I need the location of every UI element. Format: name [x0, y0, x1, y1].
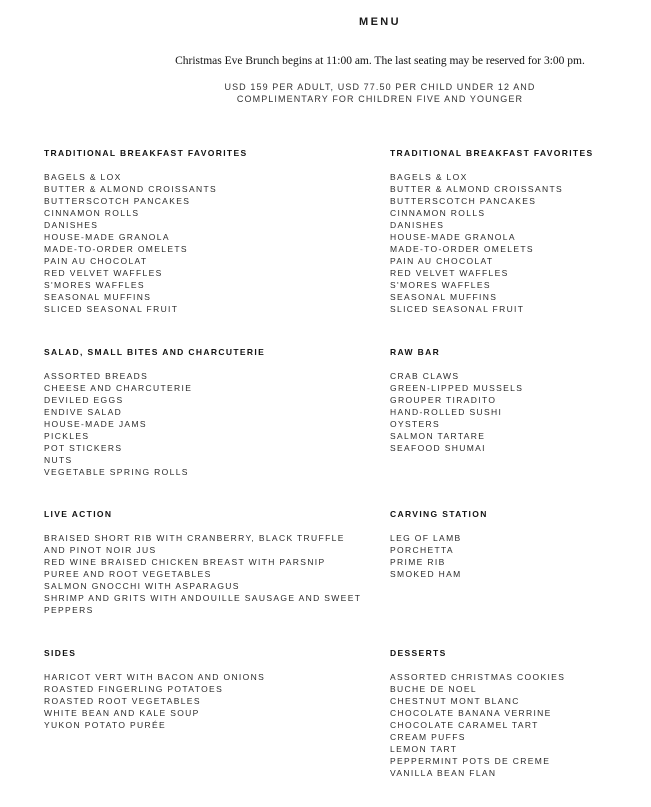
menu-item: CINNAMON ROLLS: [390, 208, 486, 218]
pricing-line: USD 159 PER ADULT, USD 77.50 PER CHILD UNDER 12 AND: [224, 82, 536, 92]
menu-list: [390, 532, 640, 580]
menu-item: SEASONAL MUFFINS: [44, 292, 152, 302]
menu-list: [390, 171, 640, 315]
menu-item: BAGELS & LOX: [44, 172, 122, 182]
menu-list: [44, 671, 364, 731]
pricing-line: COMPLIMENTARY FOR CHILDREN FIVE AND YOUNGER: [236, 94, 524, 104]
section-live-action: [44, 509, 364, 616]
menu-item: CHESTNUT MONT BLANC: [390, 696, 520, 706]
section-carving: [390, 509, 640, 580]
menu-item: BUTTER & ALMOND CROISSANTS: [390, 184, 564, 194]
menu-item: ASSORTED CHRISTMAS COOKIES: [390, 672, 566, 682]
menu-item: YUKON POTATO PURÉE: [44, 720, 167, 730]
menu-item: RED VELVET WAFFLES: [44, 268, 163, 278]
menu-item: OYSTERS: [390, 419, 441, 429]
brunch-intro: Christmas Eve Brunch begins at 11:00 am. The last seating may be reserved for 3:00 pm.: [175, 55, 585, 67]
page-title: MENU: [359, 16, 401, 28]
section-title: TRADITIONAL BREAKFAST FAVORITES: [44, 148, 248, 158]
menu-item: ROASTED FINGERLING POTATOES: [44, 684, 224, 694]
menu-item: DANISHES: [390, 220, 445, 230]
pricing-info: [190, 81, 570, 105]
menu-item: PRIME RIB: [390, 557, 446, 567]
menu-item: HOUSE-MADE GRANOLA: [44, 232, 170, 242]
menu-item: RED VELVET WAFFLES: [390, 268, 509, 278]
menu-item: GROUPER TIRADITO: [390, 395, 497, 405]
menu-item: CINNAMON ROLLS: [44, 208, 140, 218]
section-title: SIDES: [44, 648, 77, 658]
menu-item: CRAB CLAWS: [390, 371, 460, 381]
menu-item: RED WINE BRAISED CHICKEN BREAST WITH PARSNIP PUREE AND ROOT VEGETABLES: [44, 557, 326, 579]
menu-item: PEPPERMINT POTS DE CREME: [390, 756, 551, 766]
menu-item: PAIN AU CHOCOLAT: [44, 256, 148, 266]
menu-item: CREAM PUFFS: [390, 732, 466, 742]
menu-item: ASSORTED BREADS: [44, 371, 149, 381]
menu-item: GREEN-LIPPED MUSSELS: [390, 383, 524, 393]
section-raw-bar: [390, 347, 640, 454]
menu-item: SLICED SEASONAL FRUIT: [44, 304, 179, 314]
menu-item: VEGETABLE SPRING ROLLS: [44, 467, 189, 477]
menu-item: LEMON TART: [390, 744, 458, 754]
section-title: SALAD, SMALL BITES AND CHARCUTERIE: [44, 347, 266, 357]
section-title: RAW BAR: [390, 347, 441, 357]
menu-list: [44, 370, 364, 478]
menu-item: HAND-ROLLED SUSHI: [390, 407, 503, 417]
section-sides: [44, 648, 364, 731]
menu-item: HOUSE-MADE GRANOLA: [390, 232, 516, 242]
section-title: TRADITIONAL BREAKFAST FAVORITES: [390, 148, 594, 158]
menu-item: HARICOT VERT WITH BACON AND ONIONS: [44, 672, 266, 682]
menu-list: [44, 171, 364, 315]
menu-list: [390, 370, 640, 454]
menu-item: ENDIVE SALAD: [44, 407, 123, 417]
menu-item: HOUSE-MADE JAMS: [44, 419, 147, 429]
menu-item: NUTS: [44, 455, 73, 465]
menu-item: S'MORES WAFFLES: [44, 280, 145, 290]
menu-item: MADE-TO-ORDER OMELETS: [390, 244, 534, 254]
menu-item: BRAISED SHORT RIB WITH CRANBERRY, BLACK TRUFFLE AND PINOT NOIR JUS: [44, 533, 345, 555]
menu-item: ROASTED ROOT VEGETABLES: [44, 696, 201, 706]
menu-item: LEG OF LAMB: [390, 533, 462, 543]
section-breakfast-right: [390, 148, 640, 315]
menu-item: SMOKED HAM: [390, 569, 462, 579]
section-title: CARVING STATION: [390, 509, 488, 519]
section-desserts: [390, 648, 640, 779]
section-breakfast-left: [44, 148, 364, 315]
menu-item: DEVILED EGGS: [44, 395, 124, 405]
menu-item: BUTTERSCOTCH PANCAKES: [390, 196, 537, 206]
section-title: DESSERTS: [390, 648, 447, 658]
menu-item: CHOCOLATE BANANA VERRINE: [390, 708, 552, 718]
menu-item: SLICED SEASONAL FRUIT: [390, 304, 525, 314]
menu-item: POT STICKERS: [44, 443, 123, 453]
menu-item: PICKLES: [44, 431, 90, 441]
menu-item: PAIN AU CHOCOLAT: [390, 256, 494, 266]
section-title: LIVE ACTION: [44, 509, 113, 519]
menu-list: [44, 532, 364, 616]
menu-item: CHOCOLATE CARAMEL TART: [390, 720, 539, 730]
menu-item: SALMON GNOCCHI WITH ASPARAGUS: [44, 581, 240, 591]
menu-item: DANISHES: [44, 220, 99, 230]
menu-item: BUCHE DE NOEL: [390, 684, 477, 694]
menu-item: MADE-TO-ORDER OMELETS: [44, 244, 188, 254]
menu-item: BUTTER & ALMOND CROISSANTS: [44, 184, 218, 194]
menu-item: BAGELS & LOX: [390, 172, 468, 182]
menu-item: BUTTERSCOTCH PANCAKES: [44, 196, 191, 206]
menu-item: SALMON TARTARE: [390, 431, 486, 441]
section-salad: [44, 347, 364, 478]
menu-item: S'MORES WAFFLES: [390, 280, 491, 290]
menu-item: SEAFOOD SHUMAI: [390, 443, 486, 453]
menu-list: [390, 671, 640, 779]
menu-item: SEASONAL MUFFINS: [390, 292, 498, 302]
menu-item: SHRIMP AND GRITS WITH ANDOUILLE SAUSAGE AND SWEET PEPPERS: [44, 593, 362, 615]
menu-item: WHITE BEAN AND KALE SOUP: [44, 708, 200, 718]
menu-item: VANILLA BEAN FLAN: [390, 768, 497, 778]
menu-item: CHEESE AND CHARCUTERIE: [44, 383, 193, 393]
menu-item: PORCHETTA: [390, 545, 454, 555]
